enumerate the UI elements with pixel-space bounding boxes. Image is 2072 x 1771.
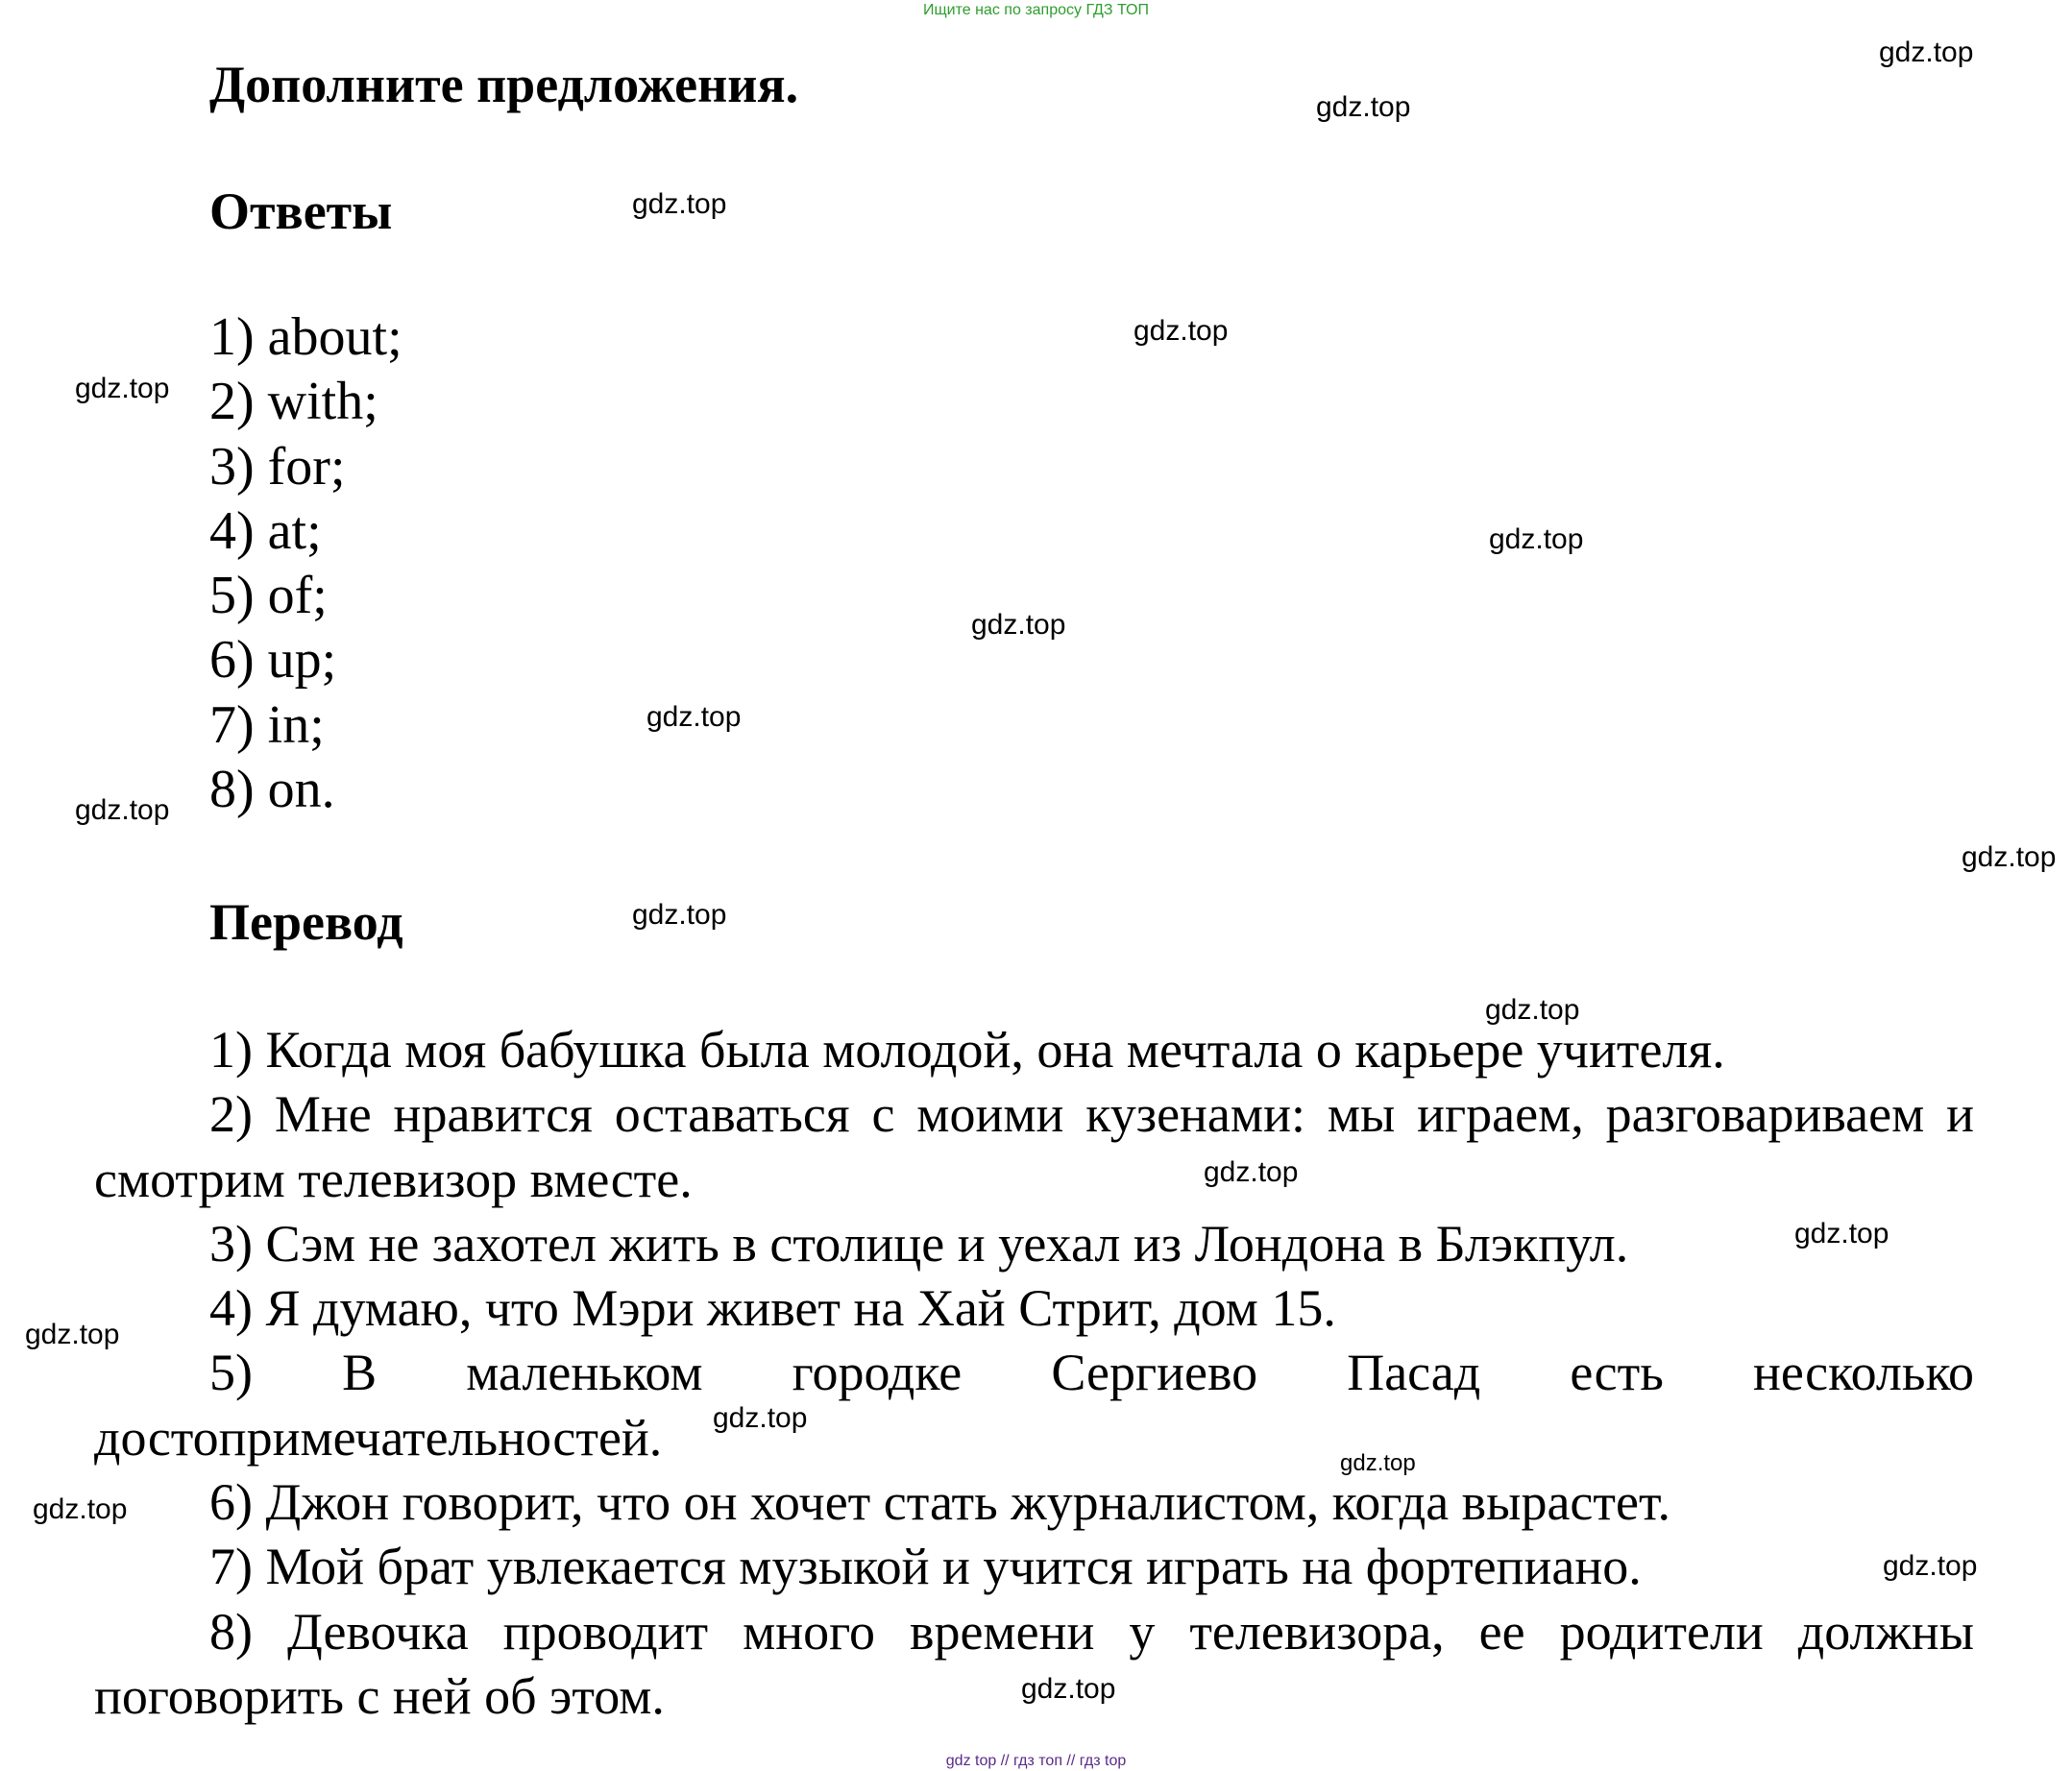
answer-item: 2) with; (209, 372, 378, 432)
watermark: gdz.top (1962, 841, 2057, 873)
watermark: gdz.top (971, 609, 1066, 641)
answers-heading: Ответы (209, 182, 393, 240)
watermark: gdz.top (1794, 1218, 1889, 1249)
watermark: gdz.top (1316, 91, 1411, 123)
translation-heading: Перевод (209, 893, 403, 951)
watermark: gdz.top (75, 373, 170, 404)
watermark: gdz.top (25, 1319, 120, 1350)
translation-sentence: 1) Когда моя бабушка была молодой, она мечтала о карьере учителя. (209, 1021, 1725, 1079)
watermark: gdz.top (75, 794, 170, 826)
answer-item: 4) at; (209, 500, 322, 561)
answer-item: 8) on. (209, 760, 335, 820)
translation-sentence: 4) Я думаю, что Мэри живет на Хай Стрит, дом 15. (209, 1279, 1336, 1338)
watermark: gdz.top (1883, 1550, 1978, 1582)
translation-sentence: 8) Девочка проводит много времени у телевизора, ее родители должны поговорить с ней об этом. (94, 1602, 1974, 1725)
answers-list (209, 305, 402, 822)
watermark: gdz.top (1879, 36, 1974, 68)
watermark: gdz.top (646, 701, 742, 733)
watermark: gdz.top (1340, 1450, 1416, 1476)
watermark: gdz.top (1134, 315, 1229, 347)
answer-item: 5) of; (209, 566, 328, 626)
translation-sentence: 5) В маленьком городке Сергиево Пасад есть несколько достопримечательностей. (94, 1344, 1974, 1467)
watermark: gdz.top (713, 1402, 808, 1434)
watermark: gdz.top (1485, 994, 1580, 1026)
translation-sentence: 6) Джон говорит, что он хочет стать журналистом, когда вырастет. (209, 1473, 1670, 1532)
translation-sentence: 3) Сэм не захотел жить в столице и уехал из Лондона в Блэкпул. (209, 1214, 1629, 1273)
watermark: gdz.top (33, 1493, 128, 1525)
answer-item: 3) for; (209, 436, 346, 497)
top-banner: Ищите нас по запросу ГДЗ ТОП (923, 2, 1149, 18)
translation-text (94, 1018, 1974, 1729)
answer-item: 1) about; (209, 307, 402, 367)
watermark: gdz.top (1489, 523, 1584, 555)
translation-sentence: 2) Мне нравится оставаться с моими кузенами: мы играем, разговариваем и смотрим телевизор вместе. (94, 1085, 1974, 1208)
bottom-banner: gdz top // гдз топ // гдз top (945, 1753, 1127, 1769)
watermark: gdz.top (632, 188, 727, 220)
answer-item: 6) up; (209, 630, 337, 691)
answer-item: 7) in; (209, 694, 325, 755)
watermark: gdz.top (632, 899, 727, 931)
watermark: gdz.top (1021, 1673, 1116, 1705)
watermark: gdz.top (1204, 1156, 1299, 1188)
translation-sentence: 7) Мой брат увлекается музыкой и учится играть на фортепиано. (209, 1538, 1642, 1596)
page-title: Дополните предложения. (209, 56, 799, 113)
